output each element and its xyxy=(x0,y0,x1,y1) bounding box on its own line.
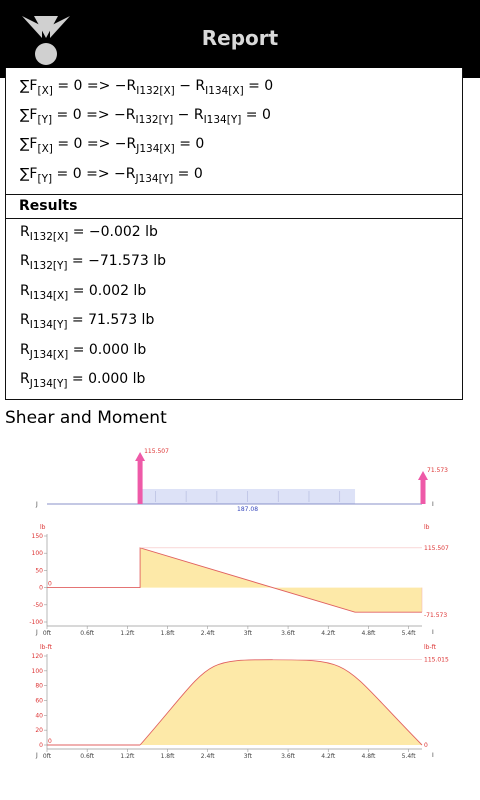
moment-x-tick-label: 3.6ft xyxy=(281,753,296,760)
shear-x-tick-label: 1.2ft xyxy=(120,630,135,637)
result-line: $R_{I132[X]} = -0.002$ lb xyxy=(20,224,158,243)
shear-x-tick-label: 5.4ft xyxy=(401,630,416,637)
moment-ylabel-right: lb-ft xyxy=(424,644,436,651)
beam-end-label: J xyxy=(36,501,38,508)
moment-ylabel-left: lb-ft xyxy=(40,644,52,651)
moment-y-tick-label: 0 xyxy=(39,742,43,749)
shear-x-tick-label: 0.6ft xyxy=(80,630,95,637)
shear-x-tick-label: 3ft xyxy=(243,630,252,637)
moment-y-tick-label: 20 xyxy=(35,727,43,735)
results-panel xyxy=(5,218,463,400)
shear-x-tick-label: 0ft xyxy=(42,630,52,637)
shear-end-label: I xyxy=(432,629,434,636)
shear-x-tick-label: 1.8ft xyxy=(160,630,175,637)
moment-x-tick-label: 1.2ft xyxy=(120,753,135,760)
results-header xyxy=(5,194,463,220)
moment-max-label: 115.015 xyxy=(424,656,449,664)
moment-x-tick-label: 2.4ft xyxy=(200,753,215,760)
moment-end-label: J xyxy=(36,752,38,759)
shear-y-tick-label: -100 xyxy=(29,619,43,626)
moment-end-label: 0 xyxy=(424,742,428,749)
shear-ylabel-right: lb xyxy=(424,524,430,531)
moment-y-tick-label: 40 xyxy=(35,712,43,720)
result-line: $R_{I134[X]} = 0.002$ lb xyxy=(20,283,147,302)
shear-y-tick-label: 0 xyxy=(39,584,43,592)
shear-moment-charts xyxy=(0,430,480,800)
page-title: Report xyxy=(201,26,279,50)
results-label: Results xyxy=(19,198,78,214)
shear-y-tick-label: 50 xyxy=(35,567,43,575)
shear-x-tick-label: 4.8ft xyxy=(361,630,376,637)
moment-x-tick-label: 1.8ft xyxy=(160,753,175,760)
beam-end-label: I xyxy=(432,501,434,508)
moment-x-tick-label: 3ft xyxy=(243,753,252,760)
result-line: $R_{J134[X]} = 0.000$ lb xyxy=(20,342,147,361)
shear-start-label: 0 xyxy=(48,580,52,588)
equation-line: $\sum F_{[Y]} = 0 => -R_{I132[Y]} - R_{I134[Y]} = 0$ xyxy=(20,107,271,126)
section-title: Shear and Moment xyxy=(5,408,167,428)
shear-min-label: -71.573 xyxy=(424,612,448,620)
shear-y-tick-label: -50 xyxy=(33,601,43,609)
equilibrium-equations-panel xyxy=(5,68,463,196)
equation-line: $\sum F_{[Y]} = 0 => -R_{J134[Y]} = 0$ xyxy=(20,166,203,185)
moment-y-tick-label: 100 xyxy=(31,667,43,675)
reaction-label: 71.573 xyxy=(427,467,448,475)
shear-end-label: J xyxy=(36,629,38,636)
shear-ylabel-left: lb xyxy=(40,524,46,531)
moment-x-tick-label: 4.8ft xyxy=(361,753,376,760)
shear-area xyxy=(47,548,422,612)
equation-line: $\sum F_{[X]} = 0 => -R_{J134[X]} = 0$ xyxy=(20,136,205,155)
shear-x-tick-label: 4.2ft xyxy=(321,630,336,637)
moment-x-tick-label: 0ft xyxy=(42,753,52,760)
result-line: $R_{J134[Y]} = 0.000$ lb xyxy=(20,371,146,390)
result-line: $R_{I132[Y]} = -71.573$ lb xyxy=(20,253,167,272)
equation-line: $\sum F_{[X]} = 0 => -R_{I132[X]} - R_{I134[X]} = 0$ xyxy=(20,78,274,97)
distributed-load-label: 187.08 xyxy=(237,506,259,513)
moment-end-label: I xyxy=(432,752,434,759)
shear-x-tick-label: 3.6ft xyxy=(281,630,296,637)
reaction-arrow xyxy=(138,460,143,504)
moment-x-tick-label: 0.6ft xyxy=(80,753,95,760)
moment-x-tick-label: 5.4ft xyxy=(401,753,416,760)
shear-y-tick-label: 100 xyxy=(31,550,43,558)
title-bar xyxy=(0,0,480,78)
moment-start-label: 0 xyxy=(48,738,52,745)
shear-max-label: 115.507 xyxy=(424,544,449,552)
moment-y-tick-label: 120 xyxy=(31,653,43,660)
reaction-label: 115.507 xyxy=(144,448,169,455)
shear-y-tick-label: 150 xyxy=(31,533,43,540)
result-line: $R_{I134[Y]} = 71.573$ lb xyxy=(20,312,155,331)
moment-x-tick-label: 4.2ft xyxy=(321,753,336,760)
moment-y-tick-label: 60 xyxy=(35,697,43,705)
moment-y-tick-label: 80 xyxy=(35,682,43,690)
moment-area xyxy=(140,660,422,745)
shear-x-tick-label: 2.4ft xyxy=(200,630,215,637)
reaction-arrow xyxy=(421,479,426,504)
